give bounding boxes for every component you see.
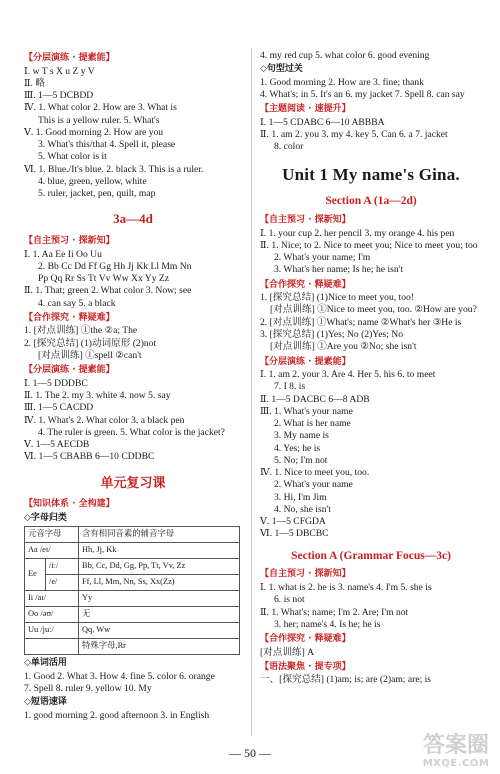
- answer-line: Ⅴ. 1. Good morning 2. How are you: [24, 126, 164, 138]
- page-number: — 50 —: [229, 746, 271, 760]
- answer-line: 3. Hi, I'm Jim: [274, 491, 327, 503]
- subsection-label: ◇短语速译: [24, 697, 67, 708]
- answer-line: 一、[探究总结] (1)am; is; are (2)am; are; is: [260, 674, 432, 686]
- answer-line: Ⅳ. 1. What's 2. What color 3. a black pen: [24, 414, 185, 426]
- answer-line: Ⅰ. 1. Aa Ee Ii Oo Uu: [24, 248, 102, 260]
- answer-line: 2. What's your name: [274, 479, 353, 491]
- answer-line: 8. color: [274, 141, 304, 153]
- section-label: 【自主预习 · 探新知】: [24, 236, 115, 247]
- table-cell: Qq, Ww: [79, 623, 240, 639]
- answer-line: 3. What's this/that 4. Spell it, please: [38, 139, 176, 151]
- table-cell: Oo /əʊ/: [25, 607, 79, 623]
- answer-line: Ⅵ. 1—5 DBCBC: [260, 528, 329, 540]
- answer-line: 5. What color is it: [38, 151, 107, 163]
- watermark-logo: [420, 734, 492, 770]
- subsection-label: ◇句型过关: [260, 64, 303, 75]
- table-cell: [25, 639, 79, 655]
- section-label: 【自主预习 · 探新知】: [260, 215, 351, 226]
- answer-line: 1. Good morning 2. How are 3. fine; thank: [260, 76, 424, 88]
- answer-line: Ⅰ. 1—5 DDDBC: [24, 377, 88, 389]
- watermark-text: 答案圈: [422, 733, 489, 758]
- answer-line: Ⅴ. 1—5 CFGDA: [260, 516, 326, 528]
- answer-line: Ⅵ. 1—5 CBABB 6—10 CDDBC: [24, 451, 155, 463]
- answer-line: 3. What's her name; Is he; he isn't: [274, 264, 404, 276]
- watermark-url: MXQE.COM: [422, 758, 490, 769]
- answer-line: Ⅲ. 1—5 DCBDD: [24, 90, 94, 102]
- section-label: 【分层演练 · 提素能】: [24, 53, 115, 63]
- letter-classification-table: [24, 526, 240, 655]
- answer-line: Ⅱ. 1. What's; name; I'm 2. Are; I'm not: [260, 606, 409, 618]
- answer-line: 4. What's; in 5. It's an 6. my jacket 7. Spell 8. can say: [260, 89, 465, 101]
- answer-line: 4. can say 5. a black: [38, 297, 116, 309]
- table-cell: Aa /eɪ/: [25, 543, 79, 559]
- column-divider: [251, 48, 252, 736]
- answer-line: [对点训练] ①Nice to meet you, too. ②How are you?: [270, 304, 477, 316]
- answer-line: 1. good morning 2. good afternoon 3. in English: [24, 709, 210, 721]
- answer-line: 7. I 8. is: [274, 381, 306, 393]
- answer-line: 3. her; name's 4. Is he; he is: [274, 618, 381, 630]
- answer-line: 5. No; I'm not: [274, 454, 328, 466]
- answer-line: Ⅱ. 1. The 2. my 3. white 4. now 5. say: [24, 390, 171, 401]
- answer-line: [对点训练] ①Are you ②No; she isn't: [270, 341, 417, 353]
- answer-line: Ⅱ. 1—5 DACBC 6—8 ADB: [260, 393, 370, 405]
- section-label: 【语法聚焦 · 提专项】: [260, 661, 351, 672]
- review-heading: 单元复习课: [100, 474, 166, 490]
- answer-line: Ⅱ. 1. Nice; to 2. Nice to meet you; Nice to meet you; too: [260, 239, 478, 251]
- answer-line: Ⅰ. 1. your cup 2. her pencil 3. my orange 4. his pen: [260, 227, 455, 239]
- lesson-heading: 3a—4d: [113, 211, 153, 227]
- subsection-label: ◇字母归类: [24, 512, 67, 523]
- answer-line: Ⅱ. 略: [24, 77, 45, 89]
- answer-line: [对点训练] ①spell ②can't: [38, 349, 142, 361]
- table-cell: Ee: [25, 559, 46, 591]
- right-column: [260, 50, 482, 687]
- answer-line: Ⅲ. 1—5 CACDD: [24, 402, 94, 414]
- table-cell: Hh, Jj, Kk: [79, 543, 240, 559]
- answer-line: 4. Yes; he is: [274, 442, 321, 454]
- answer-line: 3. My name is: [274, 430, 329, 442]
- answer-line: 4. my red cup 5. what color 6. good evening: [260, 50, 430, 61]
- answer-line: 3. [探究总结] (1)Yes; No (2)Yes; No: [260, 328, 404, 340]
- answer-line: 1. Good 2. What 3. How 4. fine 5. color 6. orange: [24, 670, 215, 682]
- answer-line: Ⅰ. 1. what is 2. he is 3. name's 4. I'm 5. she is: [260, 581, 432, 593]
- answer-line: Ⅱ. 1. That; green 2. What color 3. Now; see: [24, 285, 192, 297]
- answer-line: 1. [对点训练] ①the ②a; The: [24, 325, 138, 337]
- answer-line: Ⅳ. 1. Nice to meet you, too.: [260, 467, 370, 479]
- section-label: 【知识体系 · 全构建】: [24, 499, 115, 510]
- answer-line: 4. blue, green, yellow, white: [38, 175, 147, 187]
- table-cell: 无: [79, 607, 240, 623]
- answer-line: 1. [探究总结] (1)Nice to meet you, too!: [260, 292, 414, 304]
- table-cell: /e/: [46, 575, 79, 591]
- answer-line: 2. What's your name; I'm: [274, 252, 371, 264]
- answer-line: 4. The ruler is green. 5. What color is the jacket?: [38, 426, 225, 438]
- answer-line: Ⅰ. 1—5 CDABC 6—10 ABBBA: [260, 116, 385, 128]
- table-cell: Yy: [79, 591, 240, 607]
- table-cell: /iː/: [46, 559, 79, 575]
- unit-title: Unit 1 My name's Gina.: [282, 164, 460, 184]
- answer-line: 4. No, she isn't: [274, 503, 331, 515]
- table-cell: 特殊字母,Rr: [79, 639, 240, 655]
- section-label: 【自主预习 · 探新知】: [260, 569, 351, 580]
- table-cell: Uu /juː/: [25, 623, 79, 639]
- answer-line: 5. ruler, jacket, pen, quilt, map: [38, 188, 156, 200]
- subsection-label: ◇单词活用: [24, 658, 67, 669]
- section-label: 【合作探究 · 释疑难】: [24, 312, 115, 323]
- answer-line: 6. is not: [274, 594, 305, 606]
- answer-line: 2. What is her name: [274, 418, 351, 430]
- answer-line: Ⅳ. 1. What color 2. How are 3. What is: [24, 102, 177, 114]
- section-label: 【分层演练 · 提素能】: [24, 365, 115, 376]
- answer-line: 2. [对点训练] ①What's; name ②What's her ③He is: [260, 316, 462, 328]
- table-cell: Bb, Cc, Dd, Gg, Pp, Tt, Vv, Zz: [79, 559, 240, 575]
- table-header: 含有相同音素的辅音字母: [79, 527, 240, 543]
- table-cell: Ff, Ll, Mm, Nn, Ss, Xx(Zz): [79, 575, 240, 591]
- answer-line: 2. [探究总结] (1)动词原形 (2)not: [24, 337, 157, 349]
- left-column: [24, 50, 242, 722]
- section-title: Section A (1a—2d): [325, 195, 417, 208]
- section-label: 【主题阅读 · 速提升】: [260, 104, 351, 115]
- answer-line: [对点训练] A: [260, 646, 315, 658]
- answer-line: Ⅱ. 1. am 2. you 3. my 4. key 5. Can 6. a 7. jacket: [260, 129, 448, 141]
- answer-line: Pp Qq Rr Ss Tt Vv Ww Xx Yy Zz: [38, 273, 170, 285]
- answer-line: 7. Spell 8. ruler 9. yellow 10. My: [24, 683, 152, 695]
- section-label: 【合作探究 · 释疑难】: [260, 279, 351, 290]
- answer-line: Ⅰ. 1. am 2. your 3. Are 4. Her 5. his 6. to meet: [260, 369, 436, 381]
- section-label: 【合作探究 · 释疑难】: [260, 634, 351, 645]
- answer-line: 2. Bb Cc Dd Ff Gg Hh Jj Kk Ll Mm Nn: [38, 260, 192, 272]
- answer-line: Ⅲ. 1. What's your name: [260, 405, 353, 417]
- section-label: 【分层演练 · 提素能】: [260, 356, 351, 367]
- answer-line: Ⅰ. w T s X u Z y V: [24, 65, 95, 77]
- table-header: 元音字母: [25, 527, 79, 543]
- table-cell: Ii /aɪ/: [25, 591, 79, 607]
- section-title: Section A (Grammar Focus—3c): [291, 549, 451, 562]
- answer-line: Ⅴ. 1—5 AECDB: [24, 439, 90, 451]
- answer-line: Ⅵ. 1. Blue./It's blue. 2. black 3. This is a ruler.: [24, 163, 204, 175]
- answer-line: This is a yellow ruler. 5. What's: [38, 114, 160, 126]
